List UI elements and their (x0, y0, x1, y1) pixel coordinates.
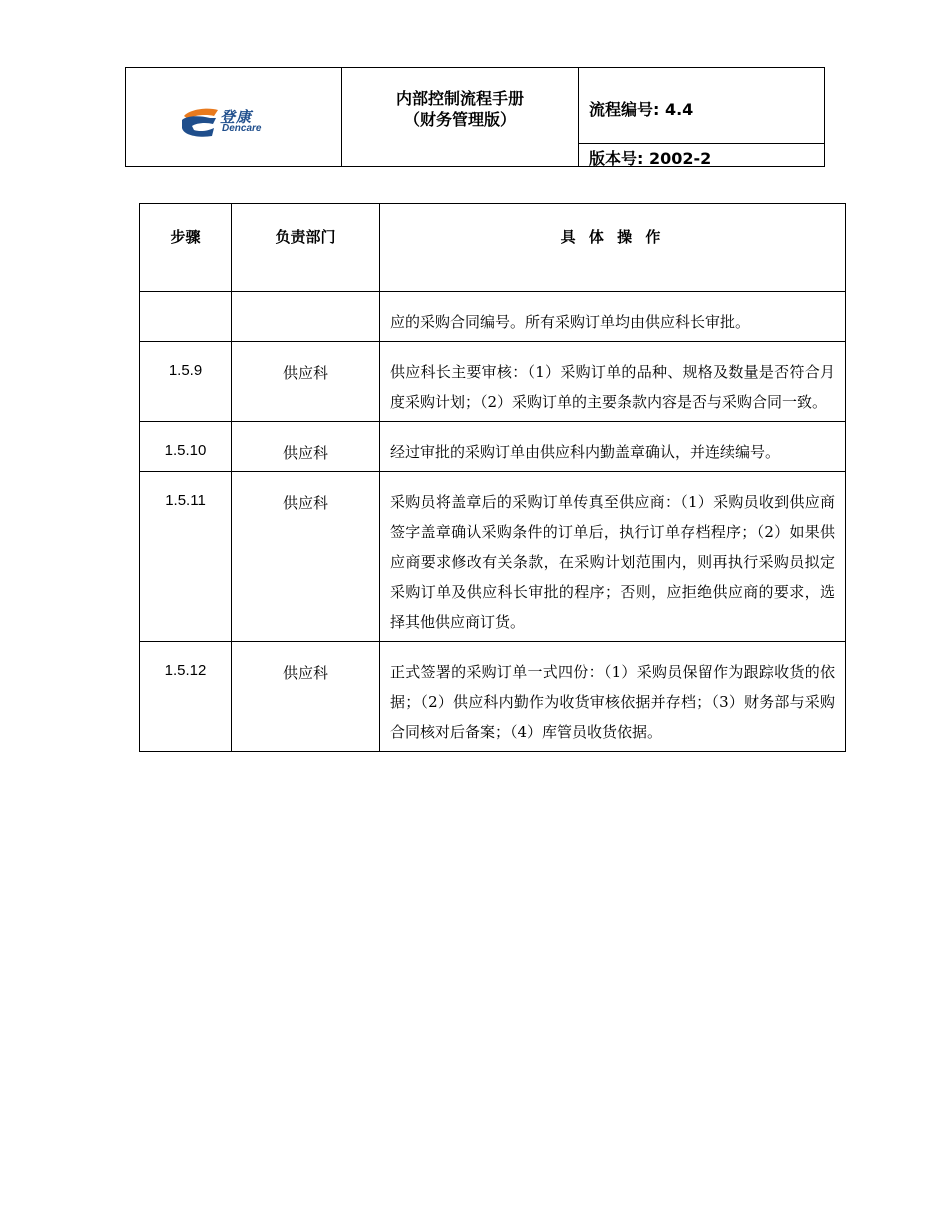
procedure-table (139, 203, 846, 752)
column-header-step: 步骤 (140, 204, 232, 292)
logo-cell (126, 68, 342, 166)
dept-cell: 供应科 (232, 342, 380, 422)
logo-text-cn: 登康 (220, 108, 253, 126)
table-header-row (140, 204, 846, 292)
table-row (140, 642, 846, 752)
column-header-dept: 负责部门 (232, 204, 380, 292)
process-code: 流程编号: 4.4 (579, 68, 824, 144)
document-header (125, 67, 825, 167)
operation-cell: 供应科长主要审核：（1）采购订单的品种、规格及数量是否符合月度采购计划；（2）采购订单的主要条款内容是否与采购合同一致。 (380, 342, 846, 422)
column-header-operation: 具 体 操 作 (380, 204, 846, 292)
table-row (140, 292, 846, 342)
step-cell: 1.5.12 (140, 642, 232, 752)
manual-title-line2: （财务管理版） (403, 110, 516, 129)
logo-text-en: Dencare (222, 123, 262, 134)
manual-title (342, 68, 579, 166)
table-row (140, 342, 846, 422)
step-cell (140, 292, 232, 342)
table-row (140, 422, 846, 472)
dept-cell: 供应科 (232, 422, 380, 472)
operation-cell: 应的采购合同编号。所有采购订单均由供应科长审批。 (380, 292, 846, 342)
step-cell: 1.5.9 (140, 342, 232, 422)
operation-cell: 采购员将盖章后的采购订单传真至供应商：（1）采购员收到供应商签字盖章确认采购条件的订单后，执行订单存档程序；（2）如果供应商要求修改有关条款，在采购计划范围内，则再执行采购员拟定采购订单及供应科长审批的程序；否则，应拒绝供应商的要求，选择其他供应商订货。 (380, 472, 846, 642)
operation-cell: 正式签署的采购订单一式四份：（1）采购员保留作为跟踪收货的依据；（2）供应科内勤作为收货审核依据并存档；（3）财务部与采购合同核对后备案；（4）库管员收货依据。 (380, 642, 846, 752)
version-number: 版本号: 2002-2 (589, 149, 712, 168)
operation-cell: 经过审批的采购订单由供应科内勤盖章确认，并连续编号。 (380, 422, 846, 472)
logo-mark-icon (180, 106, 220, 138)
dept-cell: 供应科 (232, 472, 380, 642)
step-cell: 1.5.10 (140, 422, 232, 472)
table-row (140, 472, 846, 642)
dept-cell: 供应科 (232, 642, 380, 752)
dept-cell (232, 292, 380, 342)
company-logo (180, 104, 280, 140)
step-cell: 1.5.11 (140, 472, 232, 642)
manual-title-line1: 内部控制流程手册 (395, 89, 524, 108)
